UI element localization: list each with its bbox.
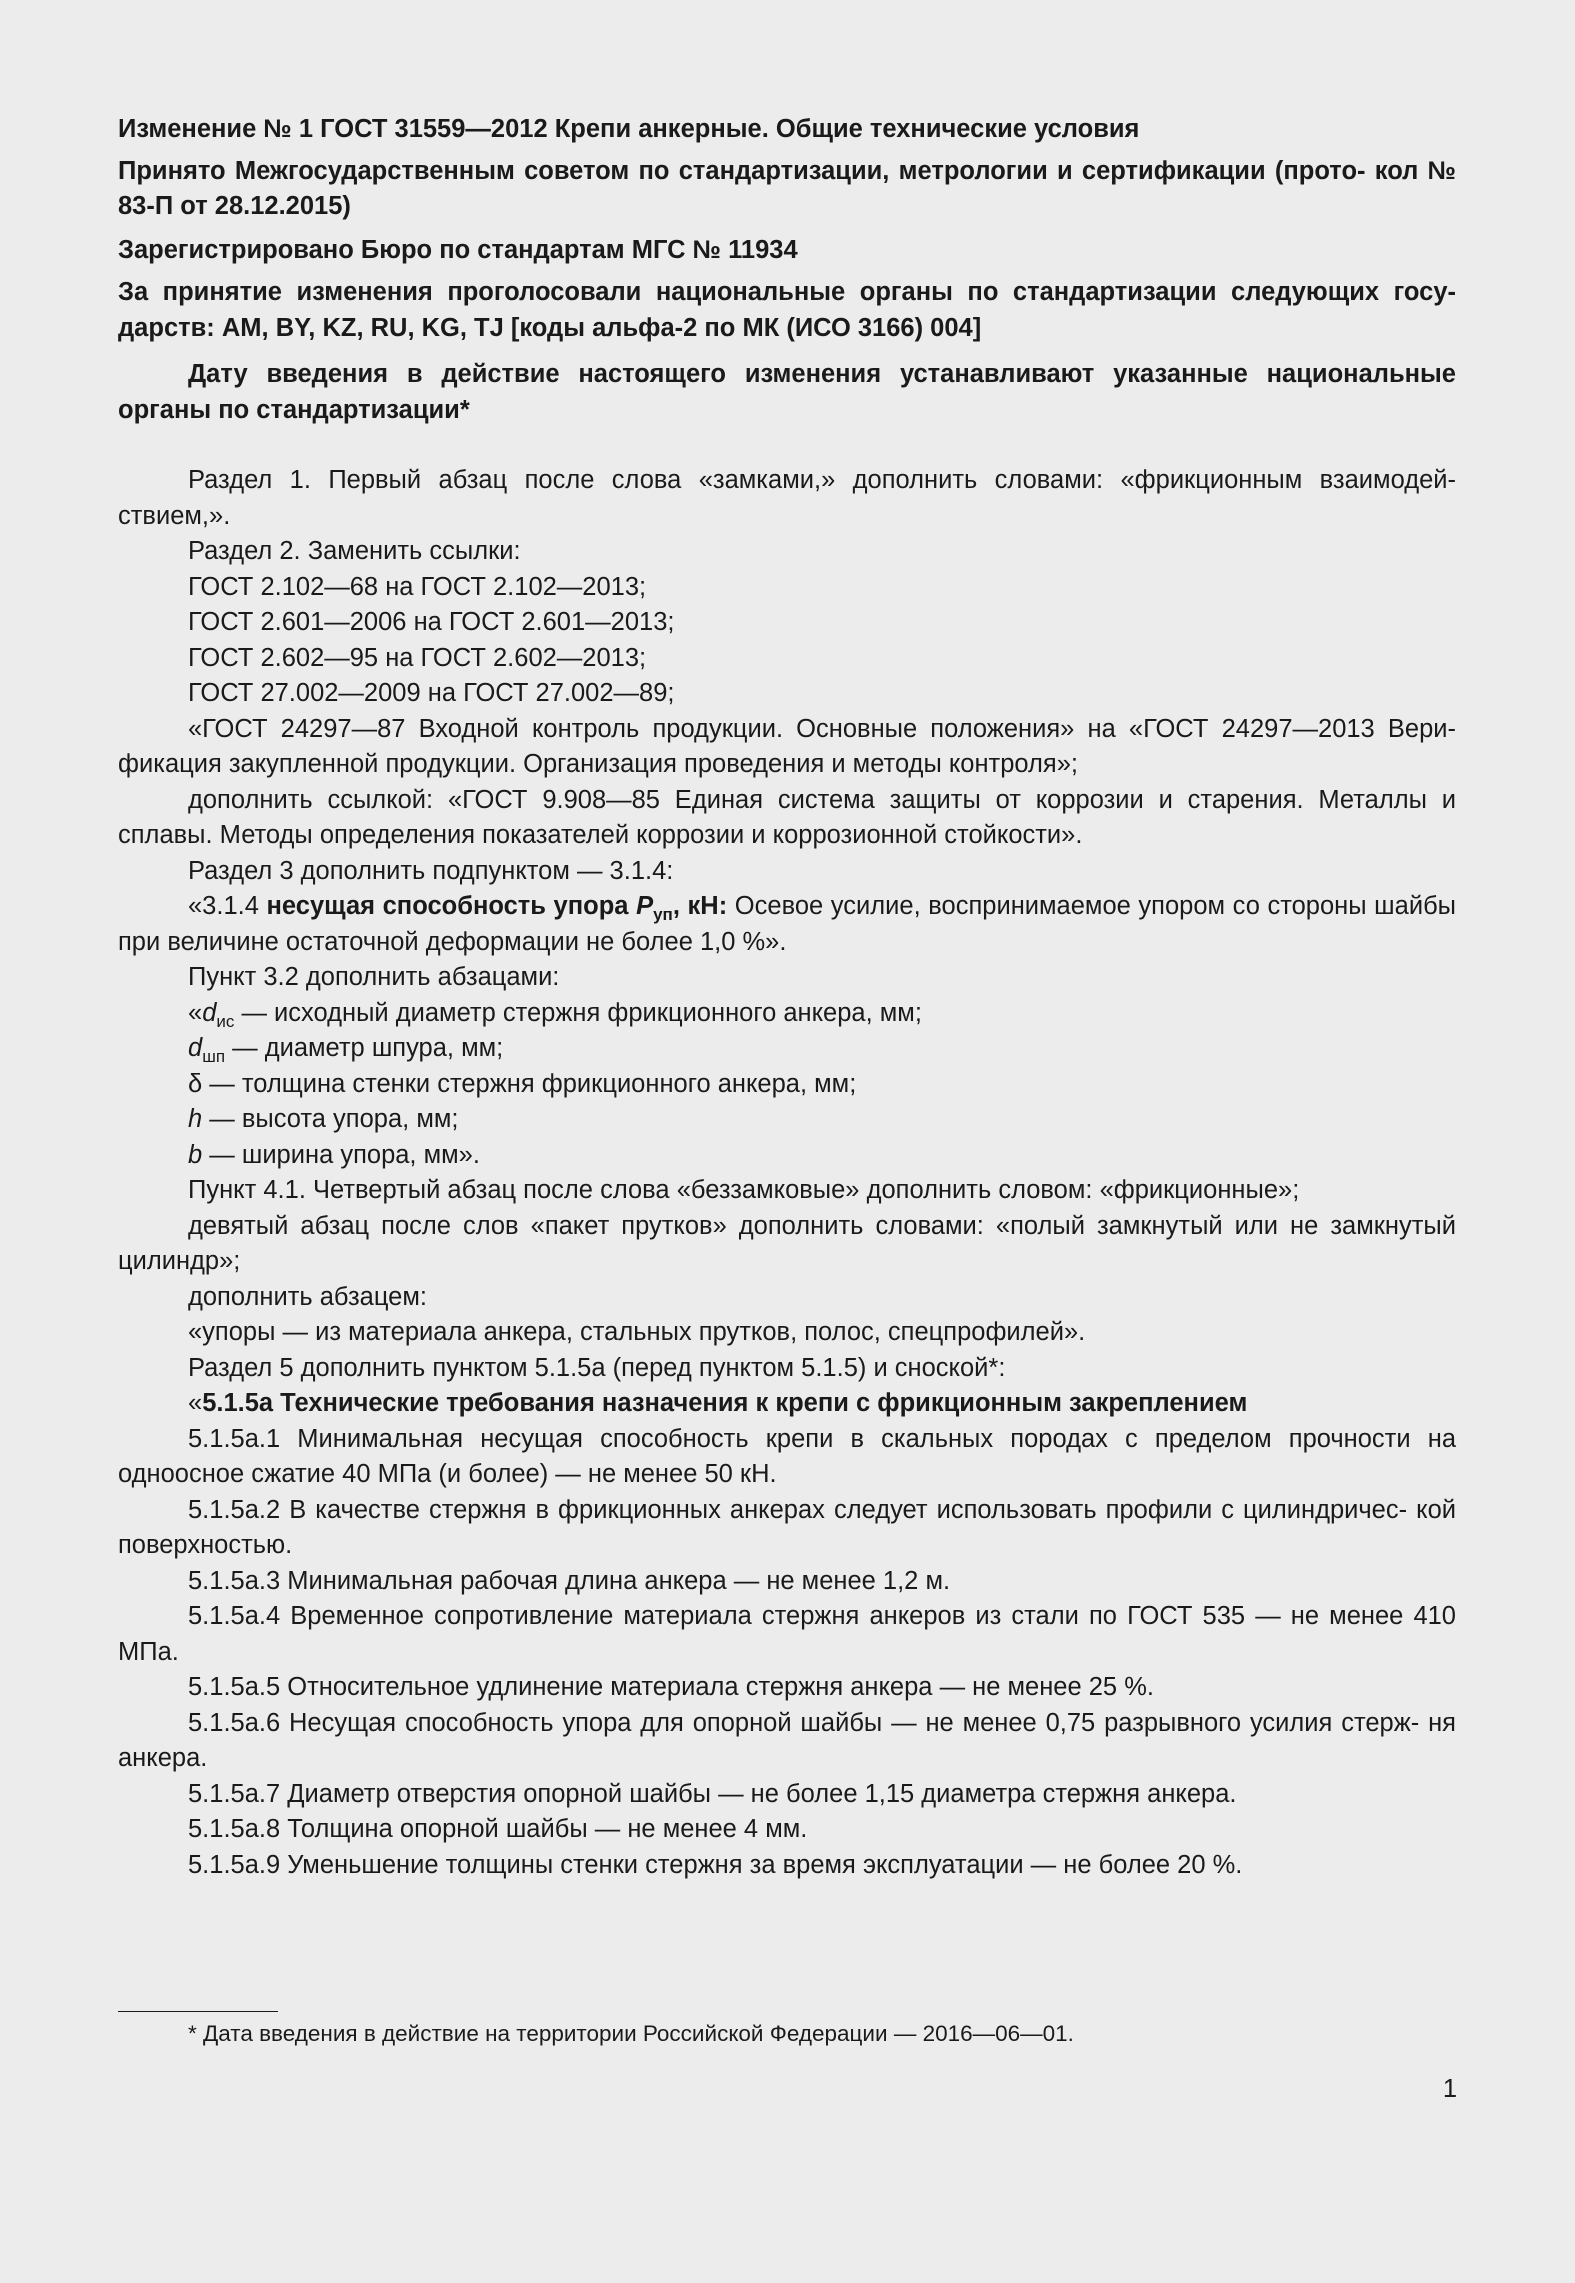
paragraph: 5.1.5а.4 Временное сопротивление материала стержня анкеров из стали по ГОСТ 535 — не менее 410 МПа.	[118, 1602, 1456, 1666]
paragraph: «ГОСТ 24297—87 Входной контроль продукции. Основные положения» на «ГОСТ 24297—2013 Вери- фикация закупленной продукции. Организация проведения и методы контроля»;	[118, 714, 1456, 778]
clause-number: «3.1.4	[188, 892, 267, 920]
symbol: P	[636, 892, 654, 920]
symbol-subscript: уп	[653, 905, 673, 924]
symbol: d	[188, 1034, 203, 1062]
symbol-definition: δ — толщина стенки стержня фрикционного анкера, мм;	[188, 1069, 857, 1098]
symbol-subscript: ис	[216, 1011, 235, 1031]
spacer	[118, 428, 1456, 463]
paragraph: ГОСТ 2.602—95 на ГОСТ 2.602—2013;	[188, 643, 647, 672]
symbol: h	[188, 1105, 203, 1133]
paragraph: ГОСТ 2.102—68 на ГОСТ 2.102—2013;	[188, 572, 647, 601]
symbol-subscript: шп	[202, 1047, 226, 1066]
paragraph: ГОСТ 2.601—2006 на ГОСТ 2.601—2013;	[188, 608, 675, 636]
paragraph: 5.1.5а.8 Толщина опорной шайбы — не менее 4 мм.	[188, 1815, 808, 1843]
paragraph: 5.1.5а.5 Относительное удлинение материала стержня анкера — не менее 25 %.	[188, 1673, 1154, 1701]
paragraph: Раздел 1. Первый абзац после слова «замками,» дополнить словами: «фрикционным взаимодей- ствием,».	[118, 466, 1456, 530]
paragraph: дополнить ссылкой: «ГОСТ 9.908—85 Единая система защиты от коррозии и старения. Металлы и сплавы. Методы определения показателей коррозии и коррозионной стойкости».	[118, 785, 1456, 849]
definition-3-1-4	[118, 889, 1456, 960]
symbol: b	[188, 1140, 203, 1169]
unit: , кН:	[672, 892, 728, 920]
definition-text: Осевое усилие, воспринимаемое упором со стороны шайбы при величине остаточной деформации не более 1,0 %».	[118, 892, 1457, 956]
paragraph: девятый абзац после слов «пакет прутков» дополнить словами: «полый замкнутый или не замкнутый цилиндр»;	[118, 1211, 1456, 1275]
symbol-definition: h — высота упора, мм;	[188, 1105, 459, 1133]
symbol-definition: b — ширина упора, мм».	[188, 1140, 480, 1169]
symbol-definition: $d_{шп}$ — диаметр шпура, мм;	[188, 1034, 504, 1066]
amendment-title: Изменение № 1 ГОСТ 31559—2012 Крепи анкерные. Общие технические условия	[118, 115, 1140, 143]
paragraph: «упоры — из материала анкера, стальных прутков, полос, спецпрофилей».	[188, 1318, 1086, 1346]
footnote: * Дата введения в действие на территории Российской Федерации — 2016—06—01.	[188, 2021, 1074, 2046]
registration-statement: Зарегистрировано Бюро по стандартам МГС № 11934	[118, 235, 798, 264]
paragraph: 5.1.5а.6 Несущая способность упора для опорной шайбы — не менее 0,75 разрывного усилия стерж- ня анкера.	[118, 1708, 1456, 1772]
voting-statement: За принятие изменения проголосовали национальные органы по стандартизации следующих госу- дарств: AM, BY, KZ, RU, KG, TJ [коды альфа-2 по МК (ИСО 3166) 004]	[118, 278, 1456, 342]
paragraph: 5.1.5а.3 Минимальная рабочая длина анкера — не менее 1,2 м.	[188, 1566, 951, 1595]
term: несущая способность упора	[266, 892, 637, 920]
paragraph: 5.1.5а.9 Уменьшение толщины стенки стержня за время эксплуатации — не более 20 %.	[188, 1850, 1243, 1879]
paragraph: Раздел 5 дополнить пунктом 5.1.5а (перед пунктом 5.1.5) и сноской*:	[188, 1353, 1006, 1382]
paragraph: 5.1.5а.7 Диаметр отверстия опорной шайбы — не более 1,15 диаметра стержня анкера.	[188, 1779, 1237, 1808]
page-number: 1	[1442, 2075, 1457, 2103]
symbol: d	[202, 998, 217, 1027]
paragraph: Пункт 3.2 дополнить абзацами:	[188, 963, 560, 991]
adopted-statement: Принято Межгосударственным советом по стандартизации, метрологии и сертификации (прото- кол № 83-П от 28.12.2015)	[118, 156, 1456, 220]
footnote-divider	[118, 2011, 278, 2012]
clause-heading: «5.1.5а Технические требования назначения к крепи с фрикционным закреплением	[188, 1389, 1248, 1417]
symbol-definition: «$d_{ис}$ — исходный диаметр стержня фрикционного анкера, мм;	[188, 998, 922, 1031]
paragraph: Раздел 2. Заменить ссылки:	[188, 537, 521, 565]
paragraph: дополнить абзацем:	[188, 1282, 427, 1311]
effective-date-statement: Дату введения в действие настоящего изменения устанавливают указанные национальные органы по стандартизации*	[118, 360, 1456, 424]
paragraph: 5.1.5а.2 В качестве стержня в фрикционных анкерах следует использовать профили с цилиндричес- кой поверхностью.	[118, 1495, 1456, 1559]
paragraph: ГОСТ 27.002—2009 на ГОСТ 27.002—89;	[188, 679, 675, 707]
document-content	[118, 112, 1456, 1883]
paragraph: Пункт 4.1. Четвертый абзац после слова «беззамковые» дополнить словом: «фрикционные»;	[188, 1176, 1300, 1204]
paragraph: 5.1.5а.1 Минимальная несущая способность крепи в скальных породах с пределом прочности на одноосное сжатие 40 МПа (и более) — не менее 50 кН.	[118, 1424, 1456, 1488]
symbol: δ	[188, 1069, 203, 1098]
paragraph: Раздел 3 дополнить подпунктом — 3.1.4:	[188, 856, 674, 885]
